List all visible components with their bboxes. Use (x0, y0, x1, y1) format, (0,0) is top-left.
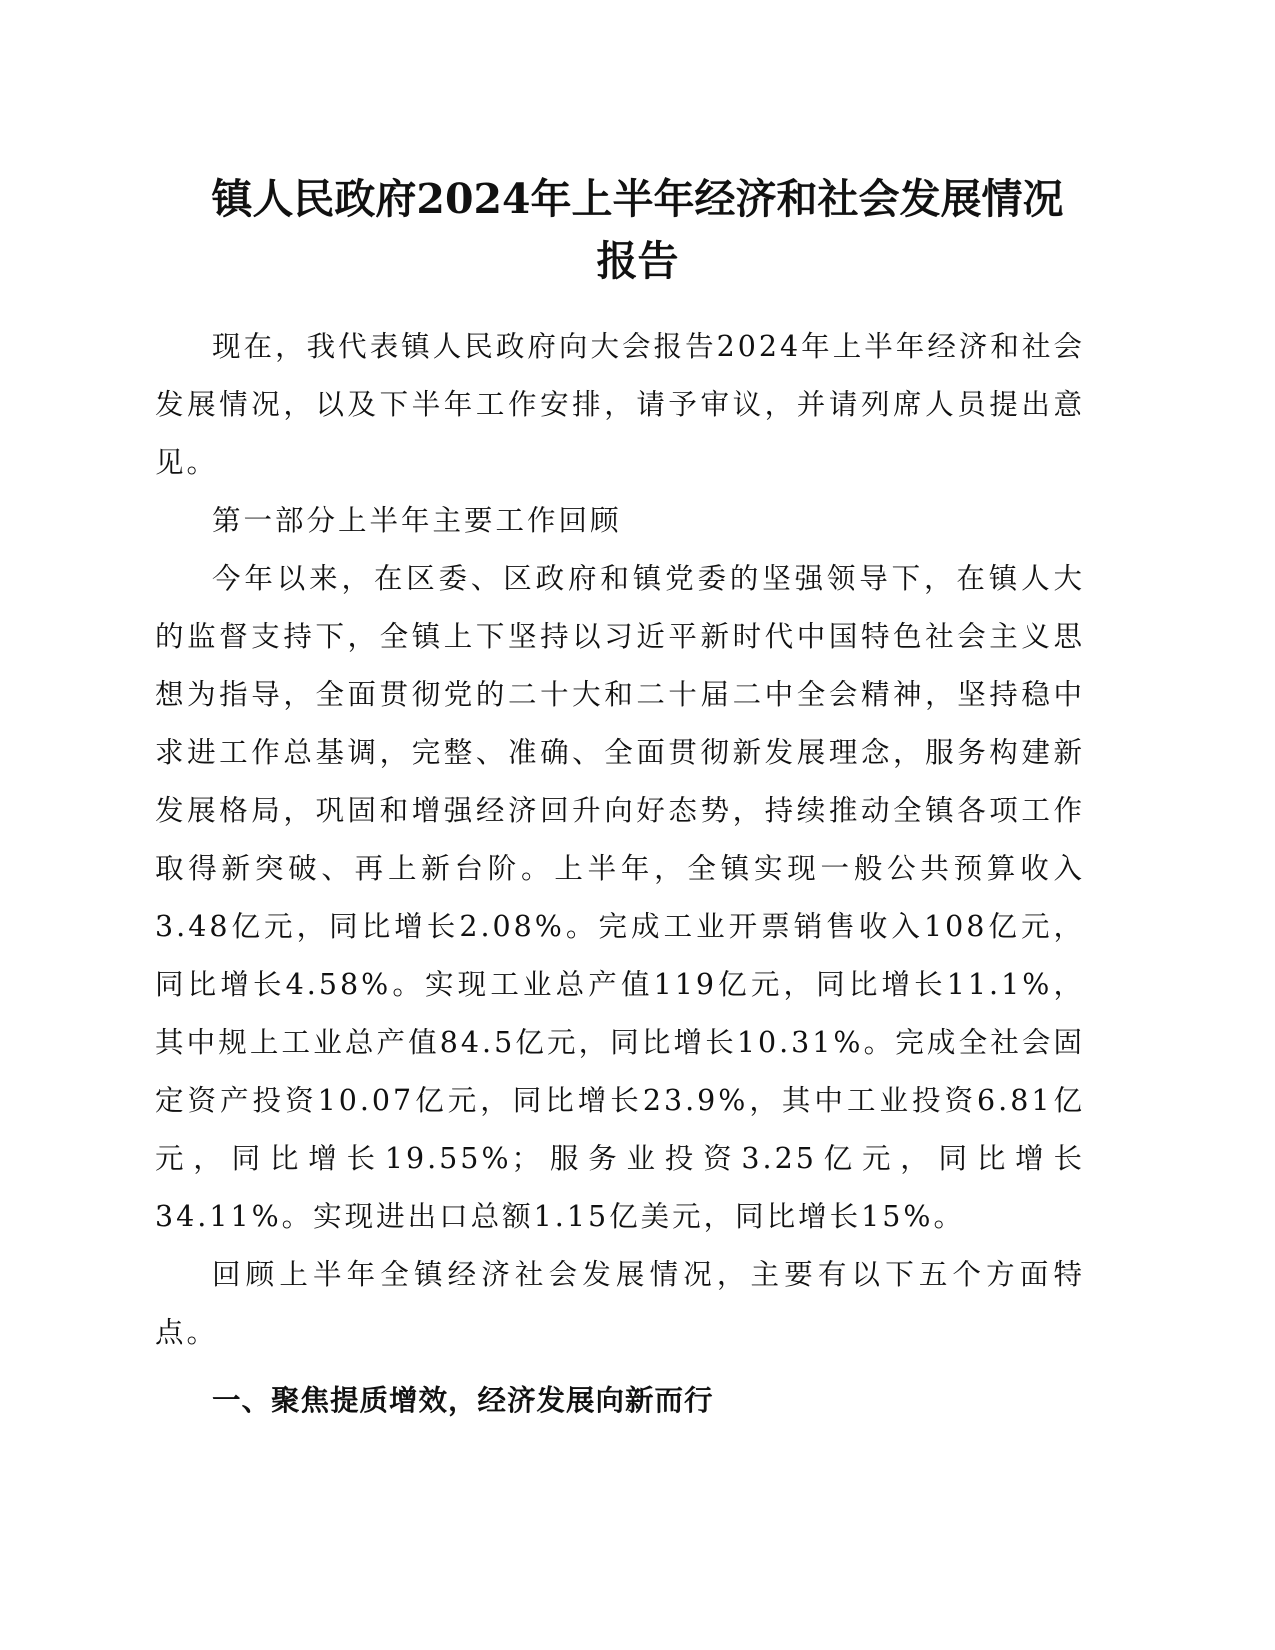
section-heading: 一、聚焦提质增效，经济发展向新而行 (212, 1384, 714, 1417)
summary-paragraph: 回顾上半年全镇经济社会发展情况，主要有以下五个方面特点。 (155, 1258, 1085, 1349)
part-one-heading: 第一部分上半年主要工作回顾 (212, 504, 622, 537)
title-line-2: 报告 (596, 237, 679, 285)
review-paragraph: 今年以来，在区委、区政府和镇党委的坚强领导下，在镇人大的监督支持下，全镇上下坚持以习近平新时代中国特色社会主义思想为指导，全面贯彻党的二十大和二十届二中全会精神，坚持稳中求进工作总基调，完整、准确、全面贯彻新发展理念，服务构建新发展格局，巩固和增强经济回升向好态势，持续推动全镇各项工作取得新突破、再上新台阶。上半年，全镇实现一般公共预算收入3.48亿元，同比增长2.08%。完成工业开票销售收入108亿元，同比增长4.58%。实现工业总产值119亿元，同比增长11.1%，其中规上工业总产值84.5亿元，同比增长10.31%。完成全社会固定资产投资10.07亿元，同比增长23.9%，其中工业投资6.81亿元，同比增长19.55%；服务业投资3.25亿元，同比增长34.11%。实现进出口总额1.15亿美元，同比增长15%。 (155, 562, 1085, 1233)
document-title (0, 168, 1275, 292)
intro-paragraph: 现在，我代表镇人民政府向大会报告2024年上半年经济和社会发展情况，以及下半年工作安排，请予审议，并请列席人员提出意见。 (155, 330, 1085, 479)
title-line-1: 镇人民政府2024年上半年经济和社会发展情况 (211, 175, 1064, 223)
document-body (155, 318, 1085, 1430)
